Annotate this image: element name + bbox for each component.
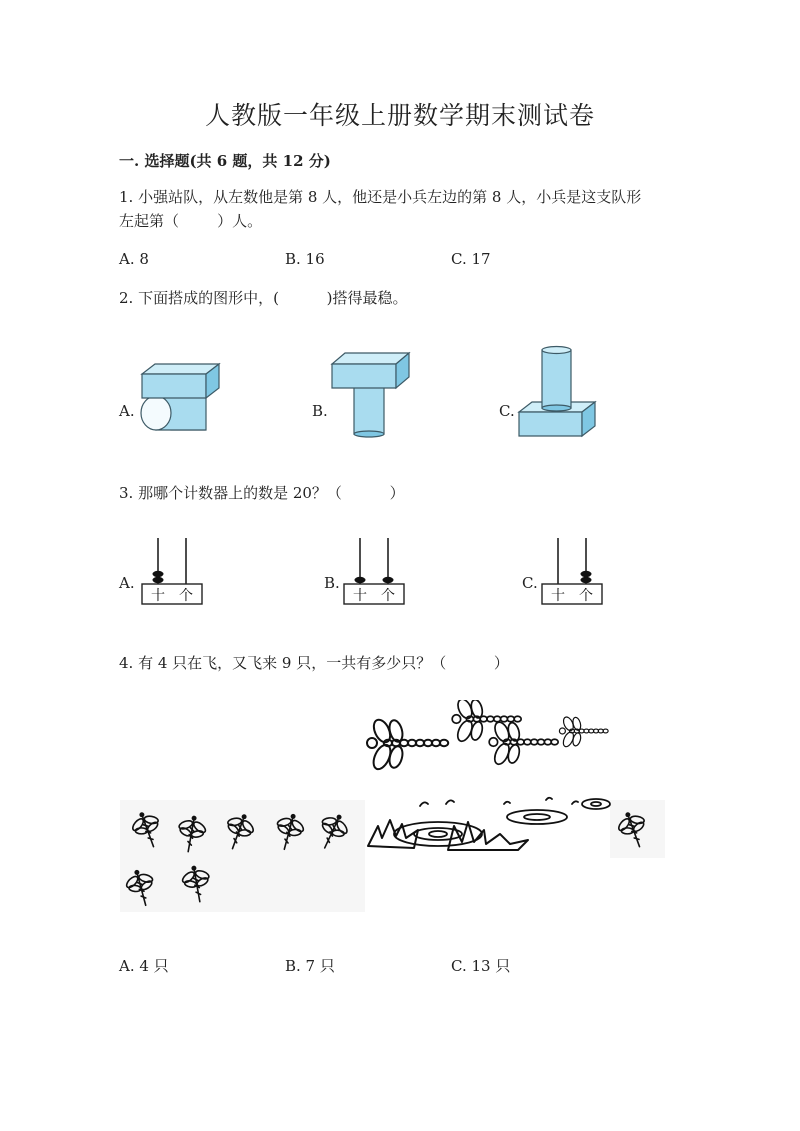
abacus-b-image (342, 536, 408, 608)
abacus-bead (581, 577, 592, 583)
shape-a-cuboid-on-cylinder-image (136, 360, 224, 438)
abacus-place-label: 个 (179, 588, 193, 604)
q2-option-a[interactable]: A. (119, 402, 135, 420)
q1-option-c[interactable]: C. 17 (451, 250, 491, 268)
q4-option-c[interactable]: C. 13 只 (451, 957, 511, 975)
abacus-place-label: 个 (381, 588, 395, 604)
q1-option-a[interactable]: A. 8 (119, 250, 149, 268)
q3-option-c[interactable]: C. (522, 574, 538, 592)
flying-dragonfly (489, 720, 558, 766)
question-3-text: 3. 那哪个计数器上的数是 20？（ ） (119, 484, 405, 502)
abacus-bead (153, 577, 164, 583)
q3-option-a[interactable]: A. (119, 574, 135, 592)
abacus-place-label: 个 (579, 588, 593, 604)
question-1-line-2: 左起第（ ）人。 (119, 212, 263, 230)
abacus-place-label: 十 (353, 588, 367, 604)
abacus-bead (383, 577, 394, 583)
dragonfly-picture-image (120, 700, 680, 915)
page-title: 人教版一年级上册数学期末测试卷 (204, 101, 595, 130)
question-1-line-1: 1. 小强站队，从左数他是第 8 人，他还是小兵左边的第 8 人，小兵是这支队形 (119, 188, 642, 206)
shape-b-cuboid-on-cylinder-image (330, 350, 412, 438)
question-2-text: 2. 下面搭成的图形中，( )搭得最稳。 (119, 289, 408, 307)
q4-option-a[interactable]: A. 4 只 (119, 957, 169, 975)
shape-c-cylinder-on-cuboid-image (516, 344, 600, 440)
q3-option-b[interactable]: B. (324, 574, 340, 592)
question-4-text: 4. 有 4 只在飞，又飞来 9 只，一共有多少只？（ ） (119, 654, 509, 672)
abacus-a-image (140, 536, 206, 608)
q1-option-b[interactable]: B. 16 (285, 250, 325, 268)
abacus-c-image (540, 536, 606, 608)
flying-dragonfly (367, 717, 448, 772)
q2-option-b[interactable]: B. (312, 402, 328, 420)
abacus-place-label: 十 (151, 588, 165, 604)
q4-option-b[interactable]: B. 7 只 (285, 957, 335, 975)
section-heading: 一. 选择题(共 6 题，共 12 分) (119, 152, 331, 170)
flying-dragonfly (559, 715, 608, 748)
q2-option-c[interactable]: C. (499, 402, 515, 420)
abacus-bead (153, 571, 164, 577)
abacus-bead (581, 571, 592, 577)
abacus-place-label: 十 (551, 588, 565, 604)
abacus-bead (355, 577, 366, 583)
